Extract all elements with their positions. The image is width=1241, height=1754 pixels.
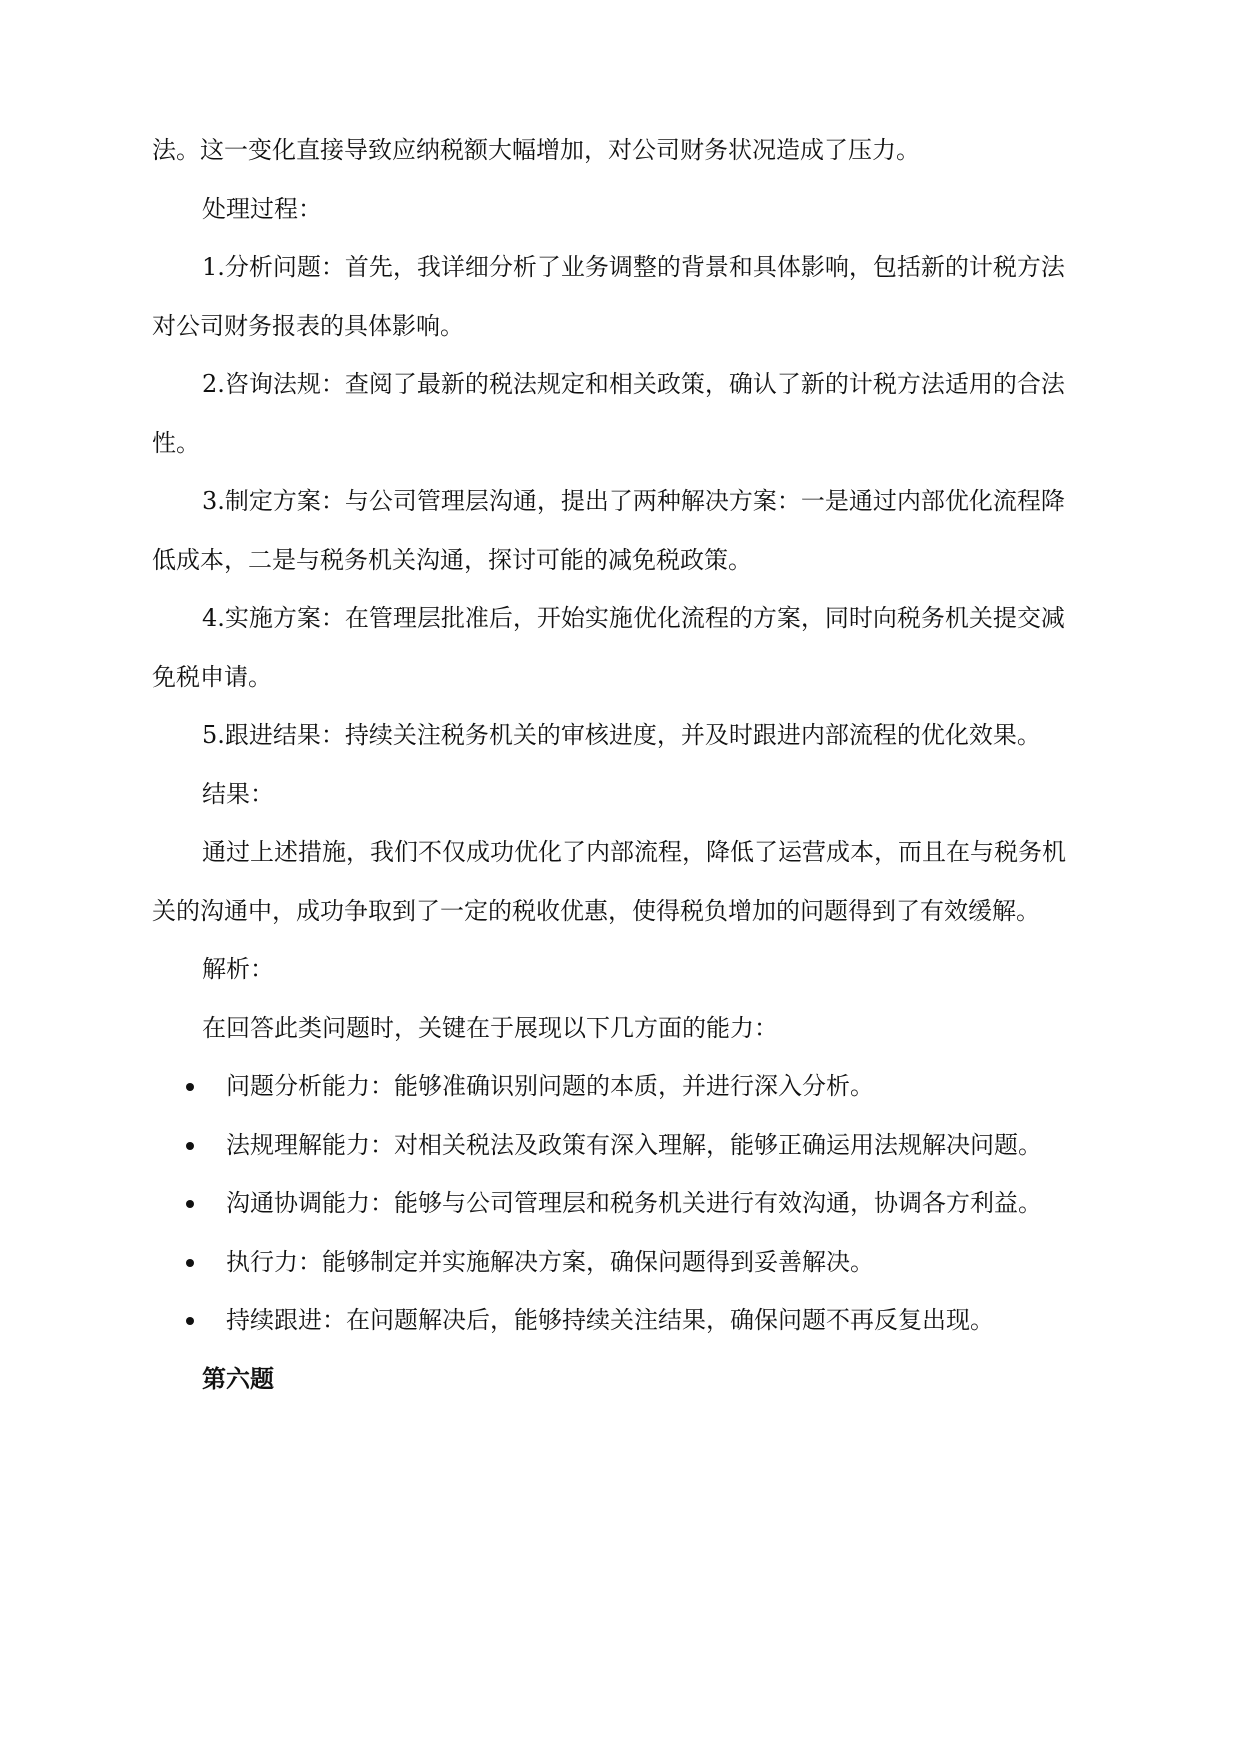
bullet-icon — [186, 1317, 194, 1325]
bullet-icon — [186, 1259, 194, 1267]
paragraph-line: 法。这一变化直接导致应纳税额大幅增加，对公司财务状况造成了压力。 — [152, 136, 920, 164]
section-label-process: 处理过程： — [202, 195, 322, 223]
step-5-line: 5.跟进结果：持续关注税务机关的审核进度，并及时跟进内部流程的优化效果。 — [202, 721, 1041, 749]
list-item-text: 问题分析能力：能够准确识别问题的本质，并进行深入分析。 — [226, 1072, 874, 1100]
list-item-text: 沟通协调能力：能够与公司管理层和税务机关进行有效沟通，协调各方利益。 — [226, 1189, 1042, 1217]
step-1-line-2: 对公司财务报表的具体影响。 — [152, 312, 464, 340]
step-3-line-2: 低成本，二是与税务机关沟通，探讨可能的减免税政策。 — [152, 546, 752, 574]
result-line-1: 通过上述措施，我们不仅成功优化了内部流程，降低了运营成本，而且在与税务机 — [202, 838, 1066, 866]
section-heading: 第六题 — [202, 1364, 274, 1393]
section-label-analysis: 解析： — [202, 955, 274, 983]
step-1-line-1: 1.分析问题：首先，我详细分析了业务调整的背景和具体影响，包括新的计税方法 — [202, 253, 1065, 281]
step-2-line-2: 性。 — [152, 429, 200, 457]
step-4-line-1: 4.实施方案：在管理层批准后，开始实施优化流程的方案，同时向税务机关提交减 — [202, 604, 1065, 632]
analysis-intro-line: 在回答此类问题时，关键在于展现以下几方面的能力： — [202, 1014, 778, 1042]
bullet-icon — [186, 1200, 194, 1208]
list-item-text: 法规理解能力：对相关税法及政策有深入理解，能够正确运用法规解决问题。 — [226, 1131, 1042, 1159]
step-2-line-1: 2.咨询法规：查阅了最新的税法规定和相关政策，确认了新的计税方法适用的合法 — [202, 370, 1065, 398]
result-line-2: 关的沟通中，成功争取到了一定的税收优惠，使得税负增加的问题得到了有效缓解。 — [152, 897, 1040, 925]
list-item-text: 持续跟进：在问题解决后，能够持续关注结果，确保问题不再反复出现。 — [226, 1306, 994, 1334]
bullet-icon — [186, 1142, 194, 1150]
section-label-result: 结果： — [202, 780, 274, 808]
step-3-line-1: 3.制定方案：与公司管理层沟通，提出了两种解决方案：一是通过内部优化流程降 — [202, 487, 1065, 515]
bullet-icon — [186, 1083, 194, 1091]
list-item-text: 执行力：能够制定并实施解决方案，确保问题得到妥善解决。 — [226, 1248, 874, 1276]
step-4-line-2: 免税申请。 — [152, 663, 272, 691]
